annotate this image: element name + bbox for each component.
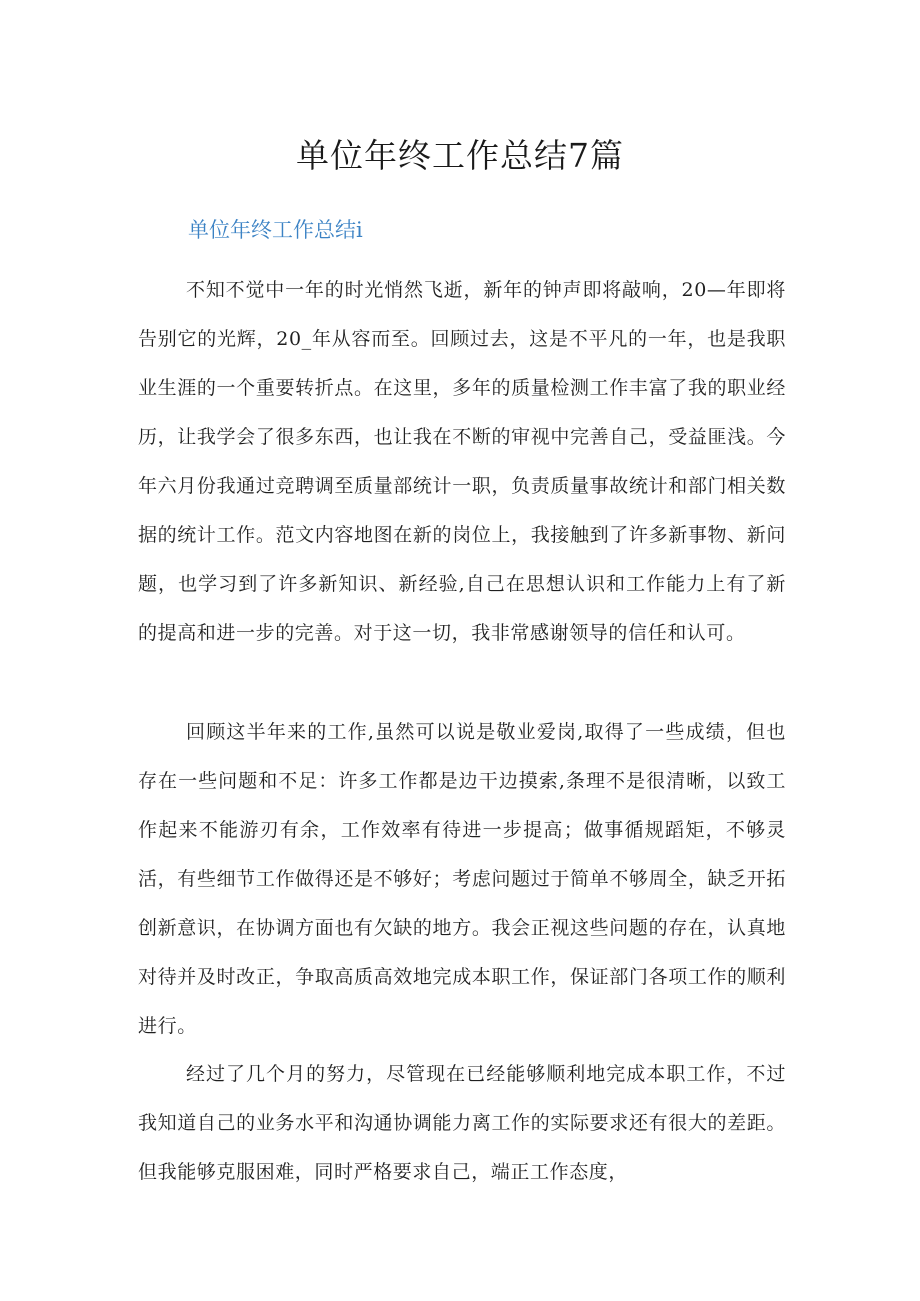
section-heading: 单位年终工作总结i bbox=[188, 218, 363, 242]
body-paragraph-3: 经过了几个月的努力，尽管现在已经能够顺利地完成本职工作，不过我知道自己的业务水平和沟通协调能力离工作的实际要求还有很大的差距。但我能够克服困难，同时严格要求自己，端正工作态度， bbox=[138, 1063, 786, 1183]
body-paragraph-2: 回顾这半年来的工作,虽然可以说是敬业爱岗,取得了一些成绩，但也存在一些问题和不足：许多工作都是边干边摸索,条理不是很清晰，以致工作起来不能游刃有余，工作效率有待进一步提高；做事循规蹈矩，不够灵活，有些细节工作做得还是不够好；考虑问题过于简单不够周全，缺乏开拓创新意识，在协调方面也有欠缺的地方。我会正视这些问题的存在，认真地对待并及时改正，争取高质高效地完成本职工作，保证部门各项工作的顺利进行。 bbox=[138, 721, 786, 1037]
document-title: 单位年终工作总结7篇 bbox=[296, 136, 624, 175]
body-paragraph-1: 不知不觉中一年的时光悄然飞逝，新年的钟声即将敲响，20—年即将告别它的光辉，20_年从容而至。回顾过去，这是不平凡的一年，也是我职业生涯的一个重要转折点。在这里，多年的质量检测工作丰富了我的职业经历，让我学会了很多东西，也让我在不断的审视中完善自己，受益匪浅。今年六月份我通过竞聘调至质量部统计一职，负责质量事故统计和部门相关数据的统计工作。范文内容地图在新的岗位上，我接触到了许多新事物、新问题，也学习到了许多新知识、新经验,自己在思想认识和工作能力上有了新的提高和进一步的完善。对于这一切，我非常感谢领导的信任和认可。 bbox=[138, 279, 786, 644]
